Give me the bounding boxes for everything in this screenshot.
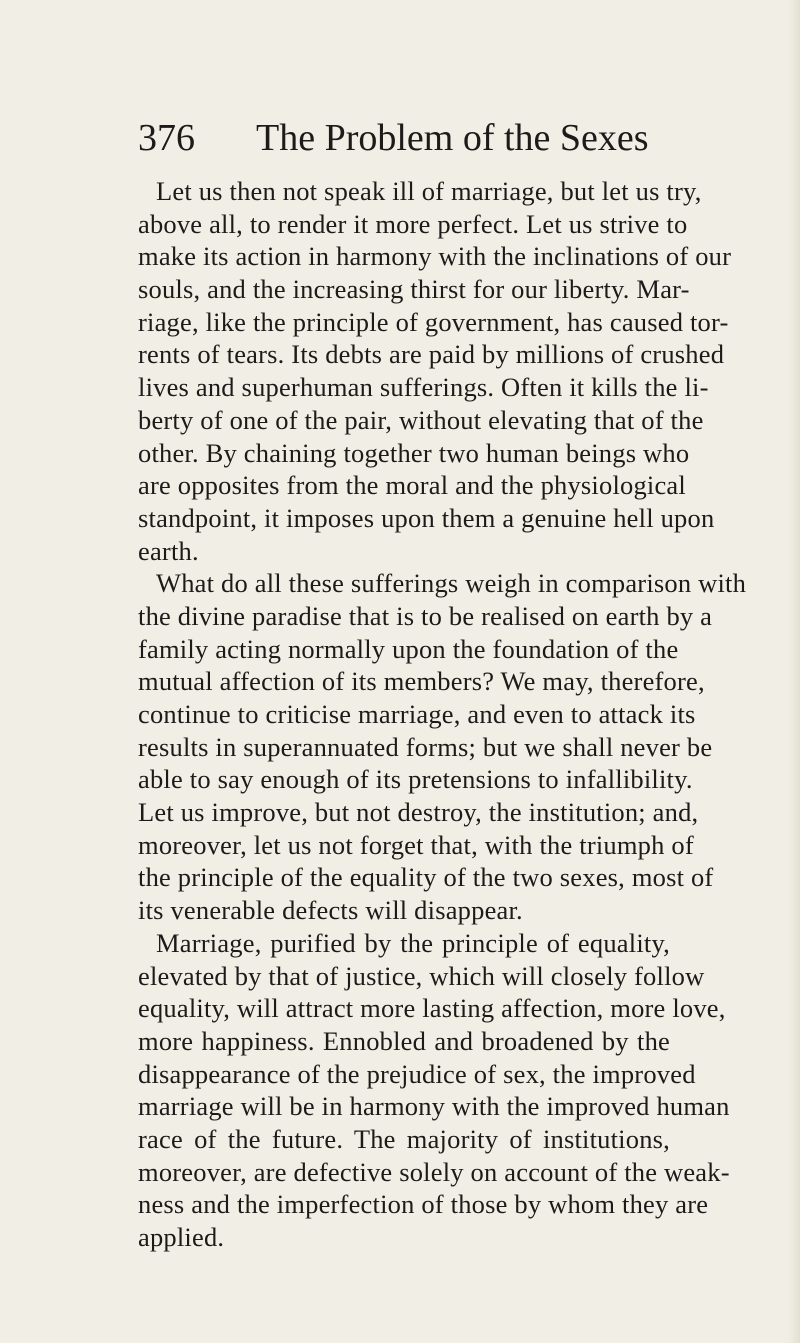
text-line: marriage will be in harmony with the improved human: [138, 1091, 730, 1122]
text-line: race of the future. The majority of institutions,: [138, 1123, 670, 1154]
text-line: Marriage, purified by the principle of equality,: [156, 927, 670, 958]
text-line: continue to criticise marriage, and even to attack its: [138, 699, 696, 729]
text-line: family acting normally upon the foundation of the: [138, 633, 679, 664]
text-line: souls, and the increasing thirst for our liberty. Mar-: [138, 274, 690, 305]
running-title: The Problem of the Sexes: [256, 117, 649, 159]
text-line: more happiness. Ennobled and broadened by the: [138, 1025, 670, 1056]
text-line: moreover, are defective solely on account of the weak-: [138, 1156, 730, 1187]
text-line: disappearance of the prejudice of sex, the improved: [138, 1058, 696, 1089]
text-line: make its action in harmony with the inclinations of our: [138, 241, 732, 272]
text-line: the divine paradise that is to be realised on earth by a: [138, 600, 713, 631]
text-line: the principle of the equality of the two sexes, most of: [138, 862, 714, 893]
text-line: above all, to render it more perfect. Let us strive to: [138, 208, 688, 239]
body-text: [138, 175, 747, 1254]
running-head: [138, 113, 698, 163]
text-line: Let us then not speak ill of marriage, but let us try,: [156, 176, 702, 206]
text-line: lives and superhuman sufferings. Often it kills the li-: [138, 372, 709, 403]
text-line: rents of tears. Its debts are paid by millions of crushed: [138, 339, 725, 370]
text-line: are opposites from the moral and the physiological: [138, 470, 686, 501]
page-number: 376: [138, 117, 195, 159]
text-line: equality, will attract more lasting affection, more love,: [138, 993, 726, 1024]
text-line: able to say enough of its pretensions to infallibility.: [138, 764, 693, 795]
text-line: riage, like the principle of government, has caused tor-: [138, 306, 729, 337]
text-line: elevated by that of justice, which will closely follow: [138, 960, 705, 991]
text-line: What do all these sufferings weigh in comparison with: [156, 568, 747, 599]
text-line: mutual affection of its members? We may, therefore,: [138, 666, 705, 697]
text-line: its venerable defects will disappear.: [138, 895, 523, 926]
text-line: standpoint, it imposes upon them a genuine hell upon: [138, 502, 715, 533]
text-line: other. By chaining together two human beings who: [138, 437, 690, 468]
text-line: results in superannuated forms; but we shall never be: [138, 731, 713, 762]
text-line: earth.: [138, 535, 199, 566]
text-line: Let us improve, but not destroy, the institution; and,: [138, 797, 699, 828]
text-line: ness and the imperfection of those by whom they are: [138, 1189, 709, 1220]
text-line: berty of one of the pair, without elevating that of the: [138, 404, 704, 435]
page-edge-shadow: [788, 0, 800, 1343]
text-line: moreover, let us not forget that, with the triumph of: [138, 829, 694, 860]
text-line: applied.: [138, 1222, 225, 1252]
